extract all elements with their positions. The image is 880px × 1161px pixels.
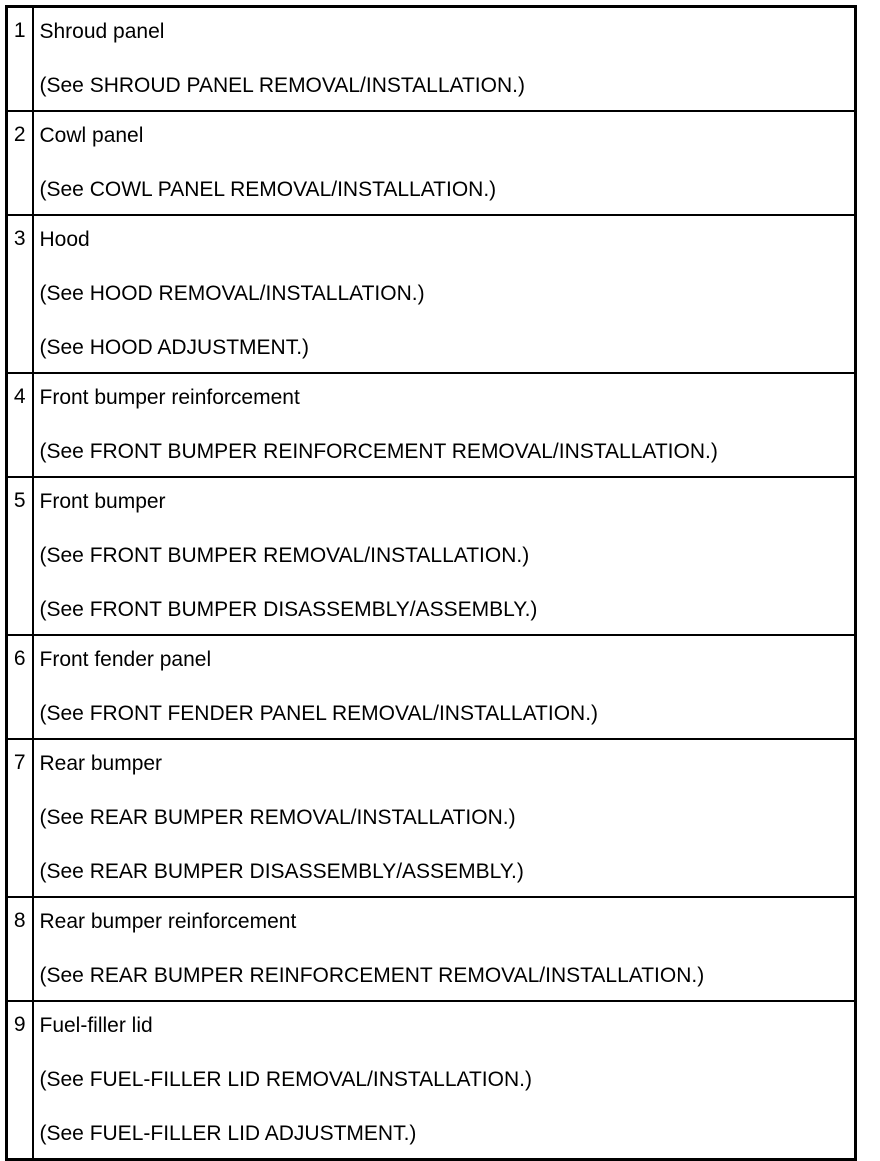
reference-link[interactable]: (See REAR BUMPER DISASSEMBLY/ASSEMBLY.) (39, 860, 524, 883)
table-row (7, 477, 856, 635)
item-title: Front fender panel (39, 648, 212, 671)
item-number: 3 (7, 215, 33, 373)
item-content (33, 1001, 856, 1160)
item-number: 2 (7, 111, 33, 215)
item-number: 8 (7, 897, 33, 1001)
table-row (7, 739, 856, 897)
item-number: 7 (7, 739, 33, 897)
item-title: Hood (39, 228, 90, 251)
item-content (33, 897, 856, 1001)
item-title: Front bumper reinforcement (39, 386, 300, 409)
item-number: 1 (7, 7, 33, 112)
table-row (7, 1001, 856, 1160)
reference-link[interactable]: (See FRONT FENDER PANEL REMOVAL/INSTALLATION.) (39, 702, 599, 725)
reference-link[interactable]: (See SHROUD PANEL REMOVAL/INSTALLATION.) (39, 74, 525, 97)
item-number: 5 (7, 477, 33, 635)
item-content (33, 635, 856, 739)
item-title: Rear bumper (39, 752, 163, 775)
item-content (33, 7, 856, 112)
table-row (7, 897, 856, 1001)
item-content (33, 373, 856, 477)
item-content (33, 215, 856, 373)
reference-link[interactable]: (See FRONT BUMPER DISASSEMBLY/ASSEMBLY.) (39, 598, 538, 621)
reference-link[interactable]: (See FRONT BUMPER REINFORCEMENT REMOVAL/INSTALLATION.) (39, 440, 718, 463)
table-row (7, 373, 856, 477)
table-row (7, 7, 856, 112)
reference-link[interactable]: (See FUEL-FILLER LID REMOVAL/INSTALLATION.) (39, 1068, 532, 1091)
reference-link[interactable]: (See COWL PANEL REMOVAL/INSTALLATION.) (39, 178, 497, 201)
table-row (7, 111, 856, 215)
item-title: Rear bumper reinforcement (39, 910, 297, 933)
item-content (33, 477, 856, 635)
item-content (33, 111, 856, 215)
reference-link[interactable]: (See REAR BUMPER REINFORCEMENT REMOVAL/INSTALLATION.) (39, 964, 705, 987)
item-number: 4 (7, 373, 33, 477)
item-number: 6 (7, 635, 33, 739)
table-row (7, 635, 856, 739)
table-row (7, 215, 856, 373)
reference-link[interactable]: (See FRONT BUMPER REMOVAL/INSTALLATION.) (39, 544, 530, 567)
item-number: 9 (7, 1001, 33, 1160)
item-title: Front bumper (39, 490, 166, 513)
reference-link[interactable]: (See HOOD REMOVAL/INSTALLATION.) (39, 282, 425, 305)
component-reference-table (5, 5, 857, 1161)
reference-link[interactable]: (See HOOD ADJUSTMENT.) (39, 336, 310, 359)
item-content (33, 739, 856, 897)
item-title: Fuel-filler lid (39, 1014, 153, 1037)
reference-link[interactable]: (See REAR BUMPER REMOVAL/INSTALLATION.) (39, 806, 516, 829)
item-title: Cowl panel (39, 124, 144, 147)
reference-link[interactable]: (See FUEL-FILLER LID ADJUSTMENT.) (39, 1122, 417, 1145)
item-title: Shroud panel (39, 20, 165, 43)
